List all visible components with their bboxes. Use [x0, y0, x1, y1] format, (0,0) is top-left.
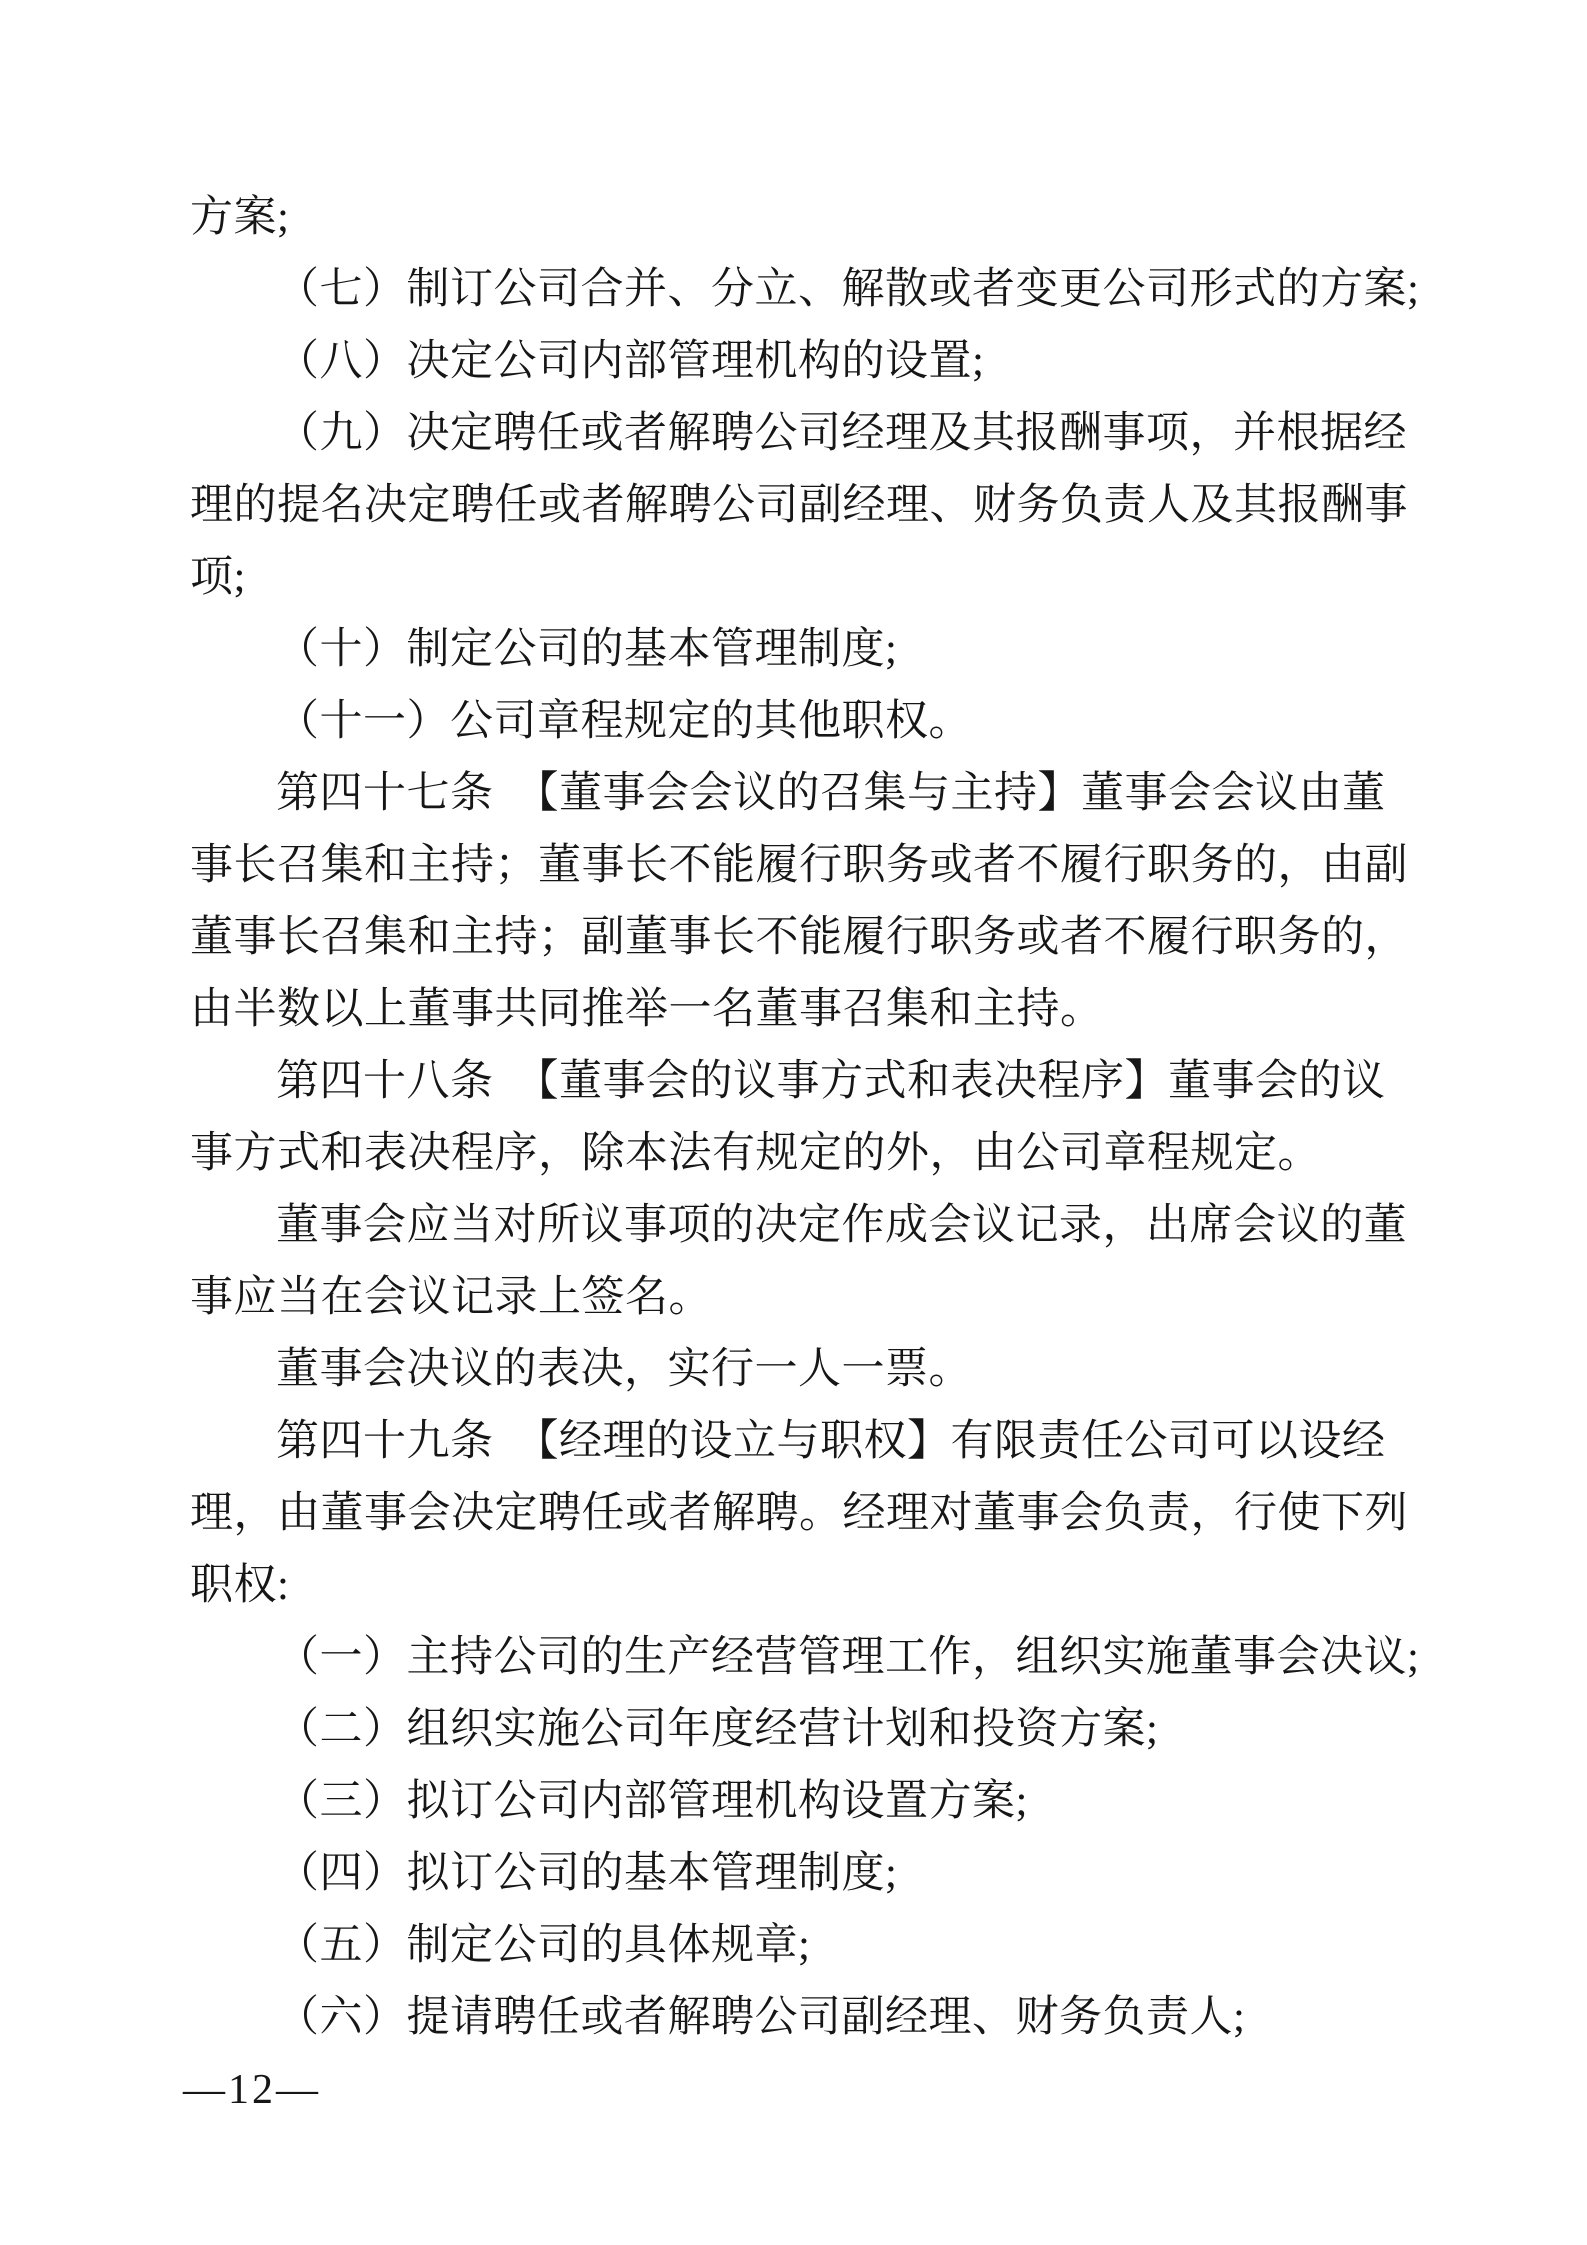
text-line: 董事长召集和主持；副董事长不能履行职务或者不履行职务的， — [190, 914, 1408, 961]
text-line: （五）制定公司的具体规章; — [276, 1922, 811, 1969]
text-line: （十）制定公司的基本管理制度; — [276, 626, 898, 673]
text-line: （四）拟订公司的基本管理制度; — [276, 1850, 898, 1897]
text-line: 项; — [190, 554, 246, 601]
text-line: 事方式和表决程序，除本法有规定的外，由公司章程规定。 — [190, 1130, 1321, 1177]
document-body — [190, 182, 1420, 2054]
text-line: （一）主持公司的生产经营管理工作，组织实施董事会决议; — [276, 1634, 1420, 1681]
page-number: —12— — [183, 2067, 321, 2113]
text-line: 事应当在会议记录上签名。 — [190, 1274, 712, 1321]
text-line: （三）拟订公司内部管理机构设置方案; — [276, 1778, 1028, 1825]
text-line: （八）决定公司内部管理机构的设置; — [276, 338, 985, 385]
text-line: （七）制订公司合并、分立、解散或者变更公司形式的方案; — [276, 266, 1420, 313]
text-line: 第四十八条 【董事会的议事方式和表决程序】董事会的议 — [276, 1058, 1386, 1105]
text-line: 理的提名决定聘任或者解聘公司副经理、财务负责人及其报酬事 — [190, 482, 1408, 529]
text-line: （十一）公司章程规定的其他职权。 — [276, 698, 972, 745]
text-line: 职权: — [190, 1562, 290, 1609]
text-line: 第四十九条 【经理的设立与职权】有限责任公司可以设经 — [276, 1418, 1386, 1465]
text-line: 理，由董事会决定聘任或者解聘。经理对董事会负责，行使下列 — [190, 1490, 1408, 1537]
text-line: 董事会决议的表决，实行一人一票。 — [276, 1346, 972, 1393]
text-line: 由半数以上董事共同推举一名董事召集和主持。 — [190, 986, 1104, 1033]
text-line: 第四十七条 【董事会会议的召集与主持】董事会会议由董 — [276, 770, 1386, 817]
text-line: （六）提请聘任或者解聘公司副经理、财务负责人; — [276, 1994, 1246, 2041]
text-line: （二）组织实施公司年度经营计划和投资方案; — [276, 1706, 1159, 1753]
text-line: 方案; — [190, 194, 290, 241]
text-line: 事长召集和主持；董事长不能履行职务或者不履行职务的，由副 — [190, 842, 1408, 889]
text-line: 董事会应当对所议事项的决定作成会议记录，出席会议的董 — [276, 1202, 1407, 1249]
text-line: （九）决定聘任或者解聘公司经理及其报酬事项，并根据经 — [276, 410, 1407, 457]
